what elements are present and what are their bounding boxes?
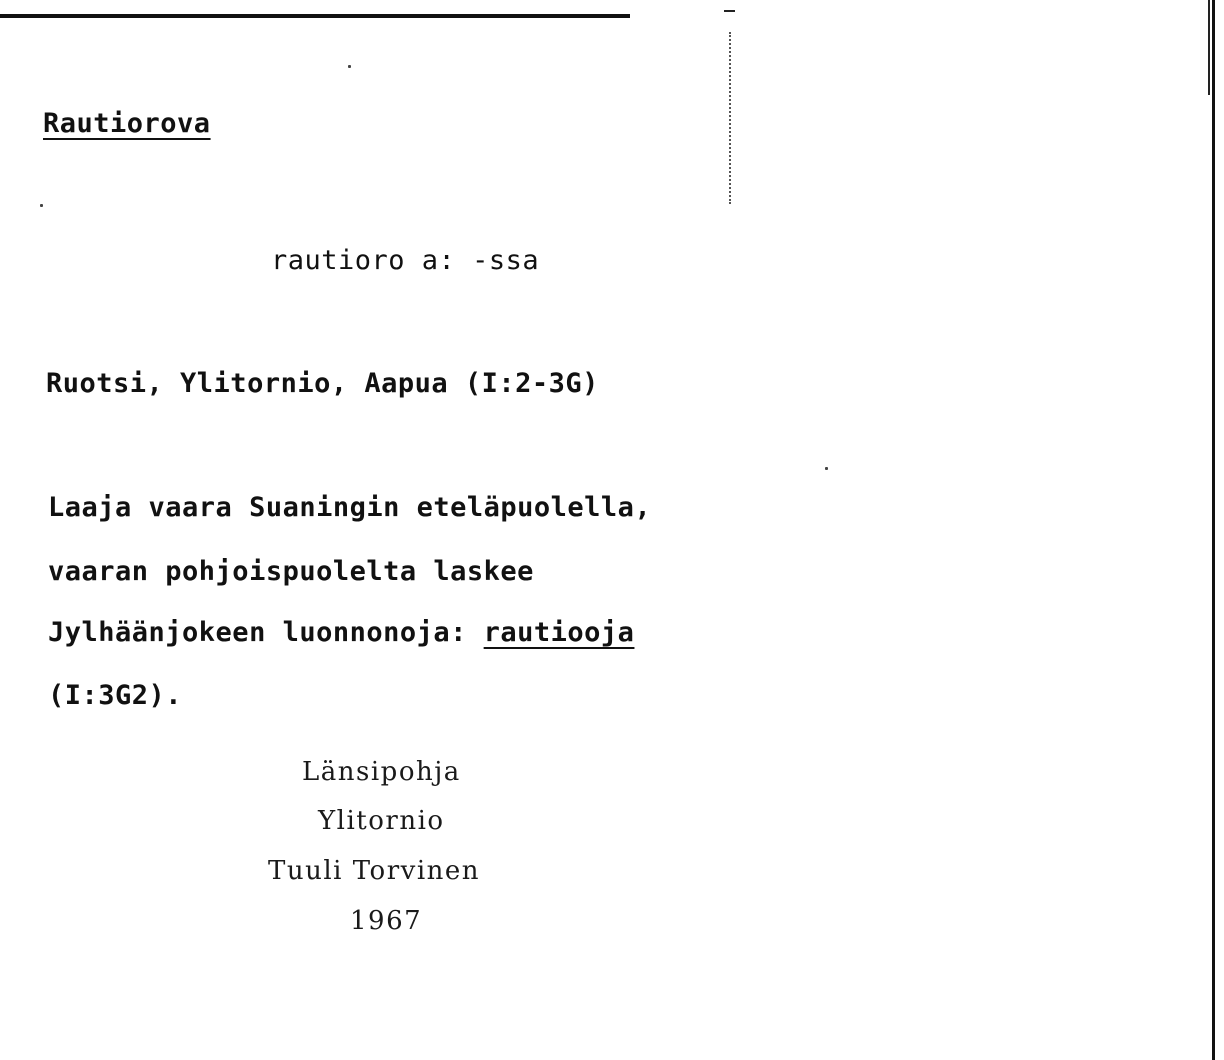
underlined-placename: rautiooja [483,617,635,648]
description-line-3-prefix: Jylhäänjokeen luonnonoja: [48,617,484,648]
speck [348,65,351,68]
description-line-4: (I:3G2). [48,680,183,711]
stamp-region: Länsipohja [302,757,461,787]
right-edge-top-line [1208,0,1210,95]
description-line-1: Laaja vaara Suaningin eteläpuolella, [48,492,652,523]
description-line-2: vaaran pohjoispuolelta laskee [48,556,534,587]
stamp-year: 1967 [350,906,423,936]
right-edge-line [1212,0,1215,1060]
card-title: Rautiorova [43,108,211,139]
corner-tick-mark [724,10,735,12]
description-line-3 [48,617,634,648]
speck [825,467,828,470]
stamp-parish: Ylitornio [318,806,445,836]
speck [40,204,43,207]
stamp-collector: Tuuli Torvinen [268,856,481,886]
location-line: Ruotsi, Ylitornio, Aapua (I:2-3G) [46,368,599,399]
dotted-margin-line [729,32,731,204]
headword-inflection: rautioro a: -ssa [271,245,540,276]
top-edge-rule [0,14,630,18]
